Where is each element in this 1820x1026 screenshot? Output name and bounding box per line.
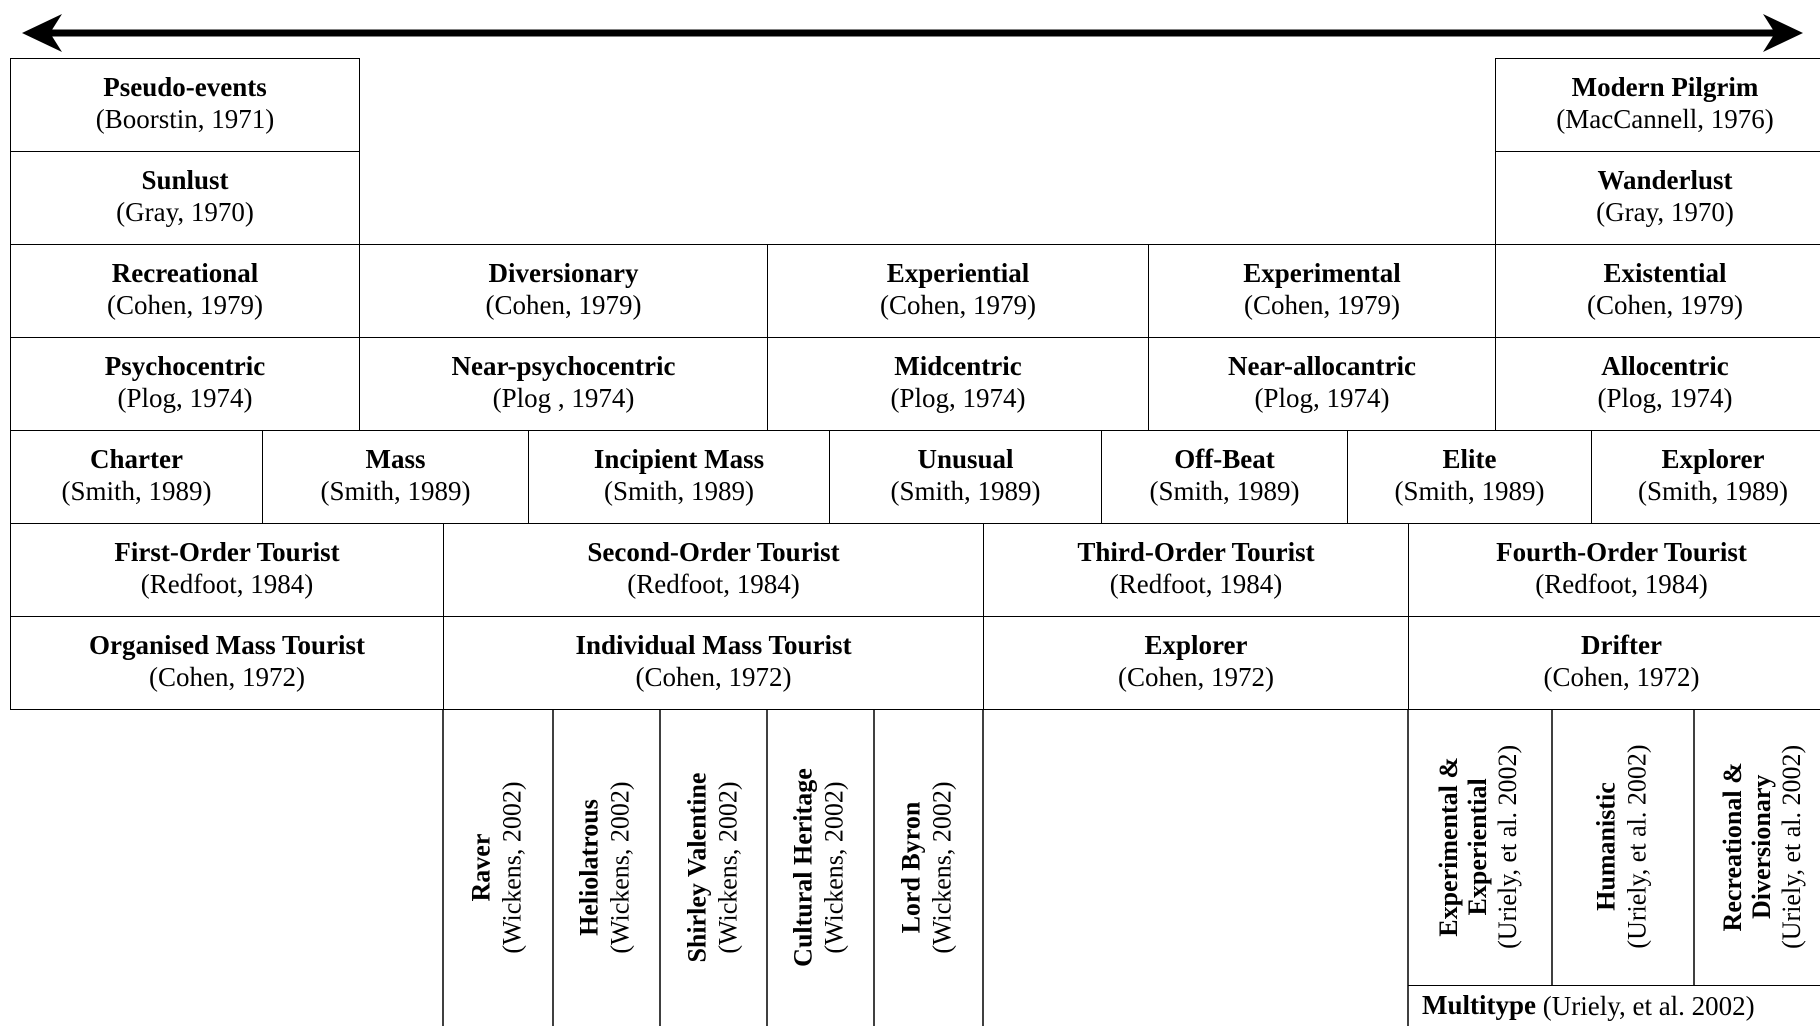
cell-title: First-Order Tourist <box>114 537 340 568</box>
cell-title: Raver <box>466 833 496 902</box>
cell-citation: (Cohen, 1979) <box>485 289 642 320</box>
cell-citation: (Plog , 1974) <box>492 382 635 413</box>
cell-title-line1: Experimental & <box>1434 757 1464 937</box>
cell-title: Near-psychocentric <box>451 351 676 382</box>
cell-citation: (Smith, 1989) <box>320 475 471 506</box>
cell-title: Psychocentric <box>104 351 266 382</box>
cell-title: Lord Byron <box>896 801 926 934</box>
cell-title: Diversionary <box>488 258 639 289</box>
wickens-cell-shirley-valentine <box>660 709 767 1026</box>
cell-citation: (Cohen, 1972) <box>635 661 792 692</box>
cell-citation: (Cohen, 1972) <box>1543 661 1700 692</box>
cell-title: Existential <box>1603 258 1727 289</box>
cell-citation: (Uriely, et al. 2002) <box>1622 744 1652 950</box>
cell-citation: (Wickens, 2002) <box>712 781 742 954</box>
cell-title-line2: Experiential <box>1462 778 1492 916</box>
cell-citation: (Cohen, 1972) <box>149 661 305 692</box>
wickens-cell-lord-byron <box>874 709 983 1026</box>
cell-citation: (Gray, 1970) <box>116 196 254 227</box>
cell-citation: (Boorstin, 1971) <box>95 103 275 134</box>
cell-citation: (Plog, 1974) <box>117 382 253 413</box>
cell-citation: (Smith, 1989) <box>1637 475 1788 506</box>
cell-title: Third-Order Tourist <box>1077 537 1315 568</box>
uriely-cell-recreational-diversionary <box>1694 709 1820 985</box>
cell-citation: (Smith, 1989) <box>603 475 754 506</box>
cell-citation: (Wickens, 2002) <box>927 781 957 954</box>
cell-title: Experiential <box>886 258 1030 289</box>
cell-citation: (Plog, 1974) <box>890 382 1026 413</box>
cell-citation: (Gray, 1970) <box>1596 196 1734 227</box>
cell-citation: (Smith, 1989) <box>61 475 212 506</box>
wickens-cell-raver <box>443 709 553 1026</box>
cell-citation: (Cohen, 1979) <box>1587 289 1743 320</box>
cell-title: Incipient Mass <box>593 444 765 475</box>
cell-citation: (Redfoot, 1984) <box>1535 568 1708 599</box>
cell-title: Near-allocantric <box>1228 351 1416 382</box>
cell-citation: (Cohen, 1979) <box>107 289 263 320</box>
cell-citation: (Cohen, 1979) <box>880 289 1036 320</box>
cell-title: Modern Pilgrim <box>1571 72 1759 103</box>
cell-title: Wanderlust <box>1597 165 1733 196</box>
cell-title: Explorer <box>1661 444 1765 475</box>
wickens-cell-cultural-heritage <box>767 709 874 1026</box>
cell-title: Midcentric <box>894 351 1022 382</box>
cell-title: Drifter <box>1581 630 1662 661</box>
uriely-cell-experimental-experiential <box>1408 709 1552 985</box>
multitype-citation: (Uriely, et al. 2002) <box>1542 990 1755 1021</box>
cell-title: Elite <box>1442 444 1497 475</box>
uriely-cell-humanistic <box>1552 709 1694 985</box>
multitype-title: Multitype <box>1422 990 1536 1021</box>
cell-citation: (Smith, 1989) <box>1149 475 1300 506</box>
cell-citation: (Cohen, 1979) <box>1244 289 1400 320</box>
cell-citation: (Cohen, 1972) <box>1118 661 1274 692</box>
cell-title: Unusual <box>917 444 1014 475</box>
cell-citation: (MacCannell, 1976) <box>1556 103 1774 134</box>
cell-title: Individual Mass Tourist <box>575 630 852 661</box>
cell-citation: (Redfoot, 1984) <box>627 568 800 599</box>
cell-title: Charter <box>90 444 183 475</box>
multitype-cell <box>1408 985 1820 1026</box>
cell-title: Experimental <box>1243 258 1401 289</box>
cell-citation: (Smith, 1989) <box>890 475 1041 506</box>
cell-title: Sunlust <box>141 165 229 196</box>
cell-title: Pseudo-events <box>103 72 267 103</box>
cell-title: Off-Beat <box>1174 444 1275 475</box>
cell-title: Cultural Heritage <box>788 768 818 967</box>
cell-title-line2: Diversionary <box>1747 774 1777 920</box>
cell-title: Second-Order Tourist <box>587 537 840 568</box>
cell-title: Heliolatrous <box>574 799 604 936</box>
cell-title: Mass <box>365 444 426 475</box>
cell-citation: (Redfoot, 1984) <box>140 568 314 599</box>
cell-title: Shirley Valentine <box>681 772 711 963</box>
cell-citation: (Plog, 1974) <box>1597 382 1733 413</box>
cell-title: Recreational <box>111 258 259 289</box>
cell-citation: (Uriely, et al. 2002) <box>1777 744 1807 950</box>
cell-title: Allocentric <box>1601 351 1729 382</box>
cell-citation: (Uriely, et al. 2002) <box>1493 744 1523 950</box>
cell-title: Explorer <box>1144 630 1248 661</box>
cell-title: Organised Mass Tourist <box>88 630 366 661</box>
cell-citation: (Redfoot, 1984) <box>1109 568 1283 599</box>
cell-citation: (Smith, 1989) <box>1394 475 1545 506</box>
cell-title-line1: Recreational & <box>1718 762 1748 932</box>
cell-citation: (Plog, 1974) <box>1254 382 1390 413</box>
cell-title: Fourth-Order Tourist <box>1496 537 1747 568</box>
cell-citation: (Wickens, 2002) <box>497 781 527 954</box>
wickens-cell-heliolatrous <box>553 709 660 1026</box>
cell-title-line1: Humanistic <box>1591 782 1621 912</box>
cell-citation: (Wickens, 2002) <box>819 781 849 954</box>
cell-citation: (Wickens, 2002) <box>605 781 635 954</box>
